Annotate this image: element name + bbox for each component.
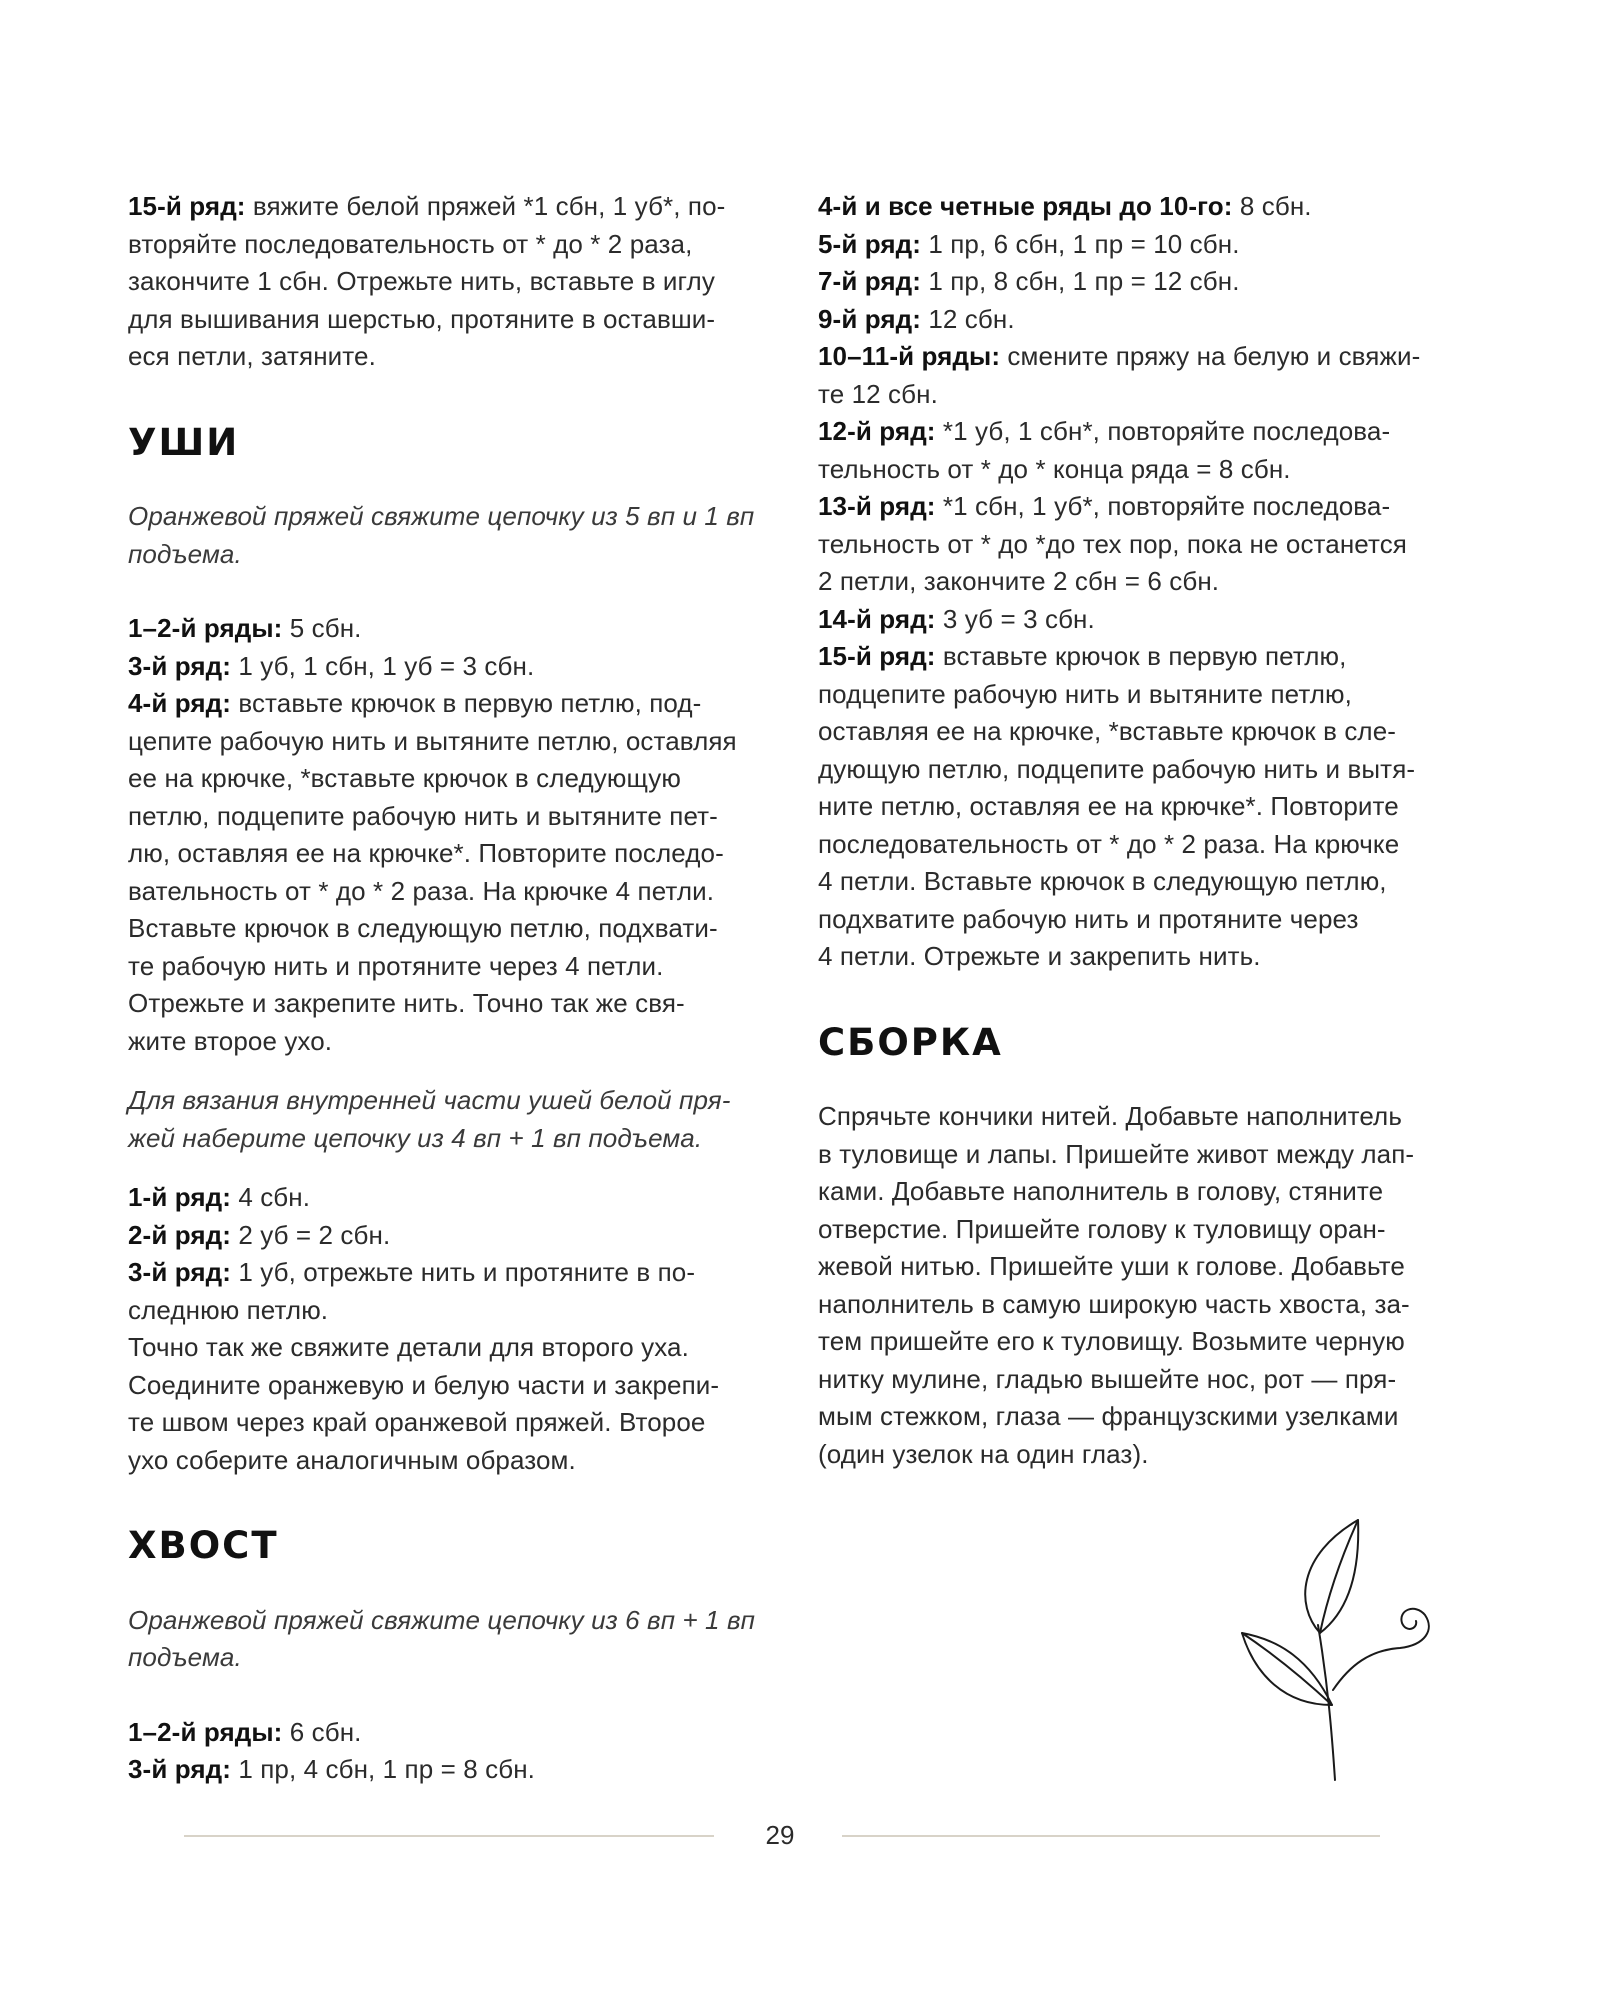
row-text: 12 сбн. [921,303,1015,334]
row-text: *1 уб, 1 сбн*, повторяйте последова- тельность от * до * конца ряда = 8 сбн. [818,416,1391,484]
tail-row [818,338,1458,413]
row-label: 4-й и все четные ряды до 10-го: [818,191,1233,221]
row-label: 2-й ряд: [128,1219,231,1250]
inner-row [128,1217,768,1255]
row-text: вставьте крючок в первую петлю, подцепите рабочую нить и вытяните петлю, оставляя ее на крючке, *вставьте крючок в сле- дующую петлю, подцепите рабочую нить и вытя- ните петлю, оставляя ее на крючке*. Повторите последовательность от * до * 2 раза. На крючке 4 петли. Вставьте крючок в следующую петлю, подхватите рабочую нить и протяните через 4 петли. Отрежьте и закрепить нить. [818,641,1416,971]
ears-row [128,648,768,686]
row-label: 3-й ряд: [128,1257,231,1287]
row-text: 1 пр, 6 сбн, 1 пр = 10 сбн. [921,228,1240,259]
row-label: 7-й ряд: [818,266,921,296]
inner-row [128,1179,768,1217]
row-label: 12-й ряд: [818,416,936,446]
row-text: вставьте крючок в первую петлю, под- цепите рабочую нить и вытяните петлю, оставляя ее на крючке, *вставьте крючок в следующую петлю, подцепите рабочую нить и вытяните пет- лю, оставляя ее на крючке*. Повторите последо- вательность от * до * 2 раза. На крючке 4 петли. Вставьте крючок в следующую петлю, подхвати- те рабочую нить и протяните через 4 петли. Отрежьте и закрепите нить. Точно так же свя- жите второе ухо. [128,688,737,1056]
row-text: *1 сбн, 1 уб*, повторяйте последова- тельность от * до *до тех пор, пока не останется 2 петли, закончите 2 сбн = 6 сбн. [818,491,1407,596]
row-label: 1–2-й ряды: [128,613,283,643]
left-column [128,188,768,1789]
leaf-sprig-icon [1240,1515,1460,1785]
assembly-heading: СБОРКА [818,1020,1003,1064]
inner-ears-intro: Для вязания внутренней части ушей белой пря- жей наберите цепочку из 4 вп + 1 вп подъема. [128,1085,731,1153]
row-15-paragraph [128,188,768,376]
tail-row [818,488,1458,601]
row-text: 3 уб = 3 сбн. [935,603,1095,634]
row-text: смените пряжу на белую и свяжи- те 12 сбн. [818,341,1421,409]
footer-rule-right [842,1835,1380,1837]
tail-row [128,1714,768,1752]
row-label: 15-й ряд: [818,641,936,671]
page-number: 29 [765,1820,795,1850]
row-label: 1-й ряд: [128,1182,231,1212]
ears-row [128,610,768,648]
row-text: 2 уб = 2 сбн. [231,1219,391,1250]
row-label: 13-й ряд: [818,491,936,521]
row-text: 1 уб, 1 сбн, 1 уб = 3 сбн. [231,650,535,681]
tail-row [818,188,1458,226]
ears-row [128,685,768,1060]
ears-intro: Оранжевой пряжей свяжите цепочку из 5 вп и 1 вп подъема. [128,501,755,569]
row-label: 4-й ряд: [128,688,231,718]
tail-row [818,301,1458,339]
row-label: 3-й ряд: [128,1754,231,1784]
row-label: 1–2-й ряды: [128,1716,283,1747]
tail-intro: Оранжевой пряжей свяжите цепочку из 6 вп + 1 вп подъема. [128,1604,756,1672]
row-text: 1 пр, 4 сбн, 1 пр = 8 сбн. [231,1754,535,1784]
row-text: вяжите белой пряжей *1 сбн, 1 уб*, по- вторяйте последовательность от * до * 2 раза, закончите 1 сбн. Отрежьте нить, вставьте в иглу для вышивания шерстью, протяните в оставши- еся петли, затяните. [128,191,726,371]
row-text: 8 сбн. [1232,191,1312,221]
row-text: 4 сбн. [231,1182,311,1212]
right-column [818,188,1458,1473]
tail-row [818,263,1458,301]
row-label: 14-й ряд: [818,603,936,634]
row-label: 15-й ряд: [128,191,246,221]
row-label: 10–11-й ряды: [818,341,1001,371]
footer-rule-left [184,1835,714,1837]
row-text: 5 сбн. [282,613,362,643]
inner-outro: Точно так же свяжите детали для второго уха. Соедините оранжевую и белую части и закрепи- те швом через край оранжевой пряжей. Второе ухо соберите аналогичным образом. [128,1332,720,1475]
assembly-paragraph: Спрячьте кончики нитей. Добавьте наполнитель в туловище и лапы. Пришейте живот между лап- ками. Добавьте наполнитель в голову, стяните отверстие. Пришейте голову к туловищу оран- жевой нитью. Пришейте уши к голове. Добавьте наполнитель в самую широкую часть хвоста, за- тем пришейте его к туловищу. Возьмите черную нитку мулине, гладью вышейте нос, рот — пря- мым стежком, глаза — французскими узелками (один узелок на один глаз). [818,1101,1415,1469]
row-label: 3-й ряд: [128,650,231,681]
tail-row [128,1751,768,1789]
tail-heading: ХВОСТ [128,1524,279,1567]
tail-row [818,226,1458,264]
row-text: 6 сбн. [282,1716,362,1747]
row-label: 9-й ряд: [818,303,921,334]
tail-row [818,638,1458,976]
inner-row [128,1254,768,1329]
tail-row [818,601,1458,639]
row-label: 5-й ряд: [818,228,921,259]
row-text: 1 пр, 8 сбн, 1 пр = 12 сбн. [921,266,1240,296]
tail-row [818,413,1458,488]
ears-heading: УШИ [128,420,240,464]
row-text: 1 уб, отрежьте нить и протяните в по- следнюю петлю. [128,1257,696,1325]
